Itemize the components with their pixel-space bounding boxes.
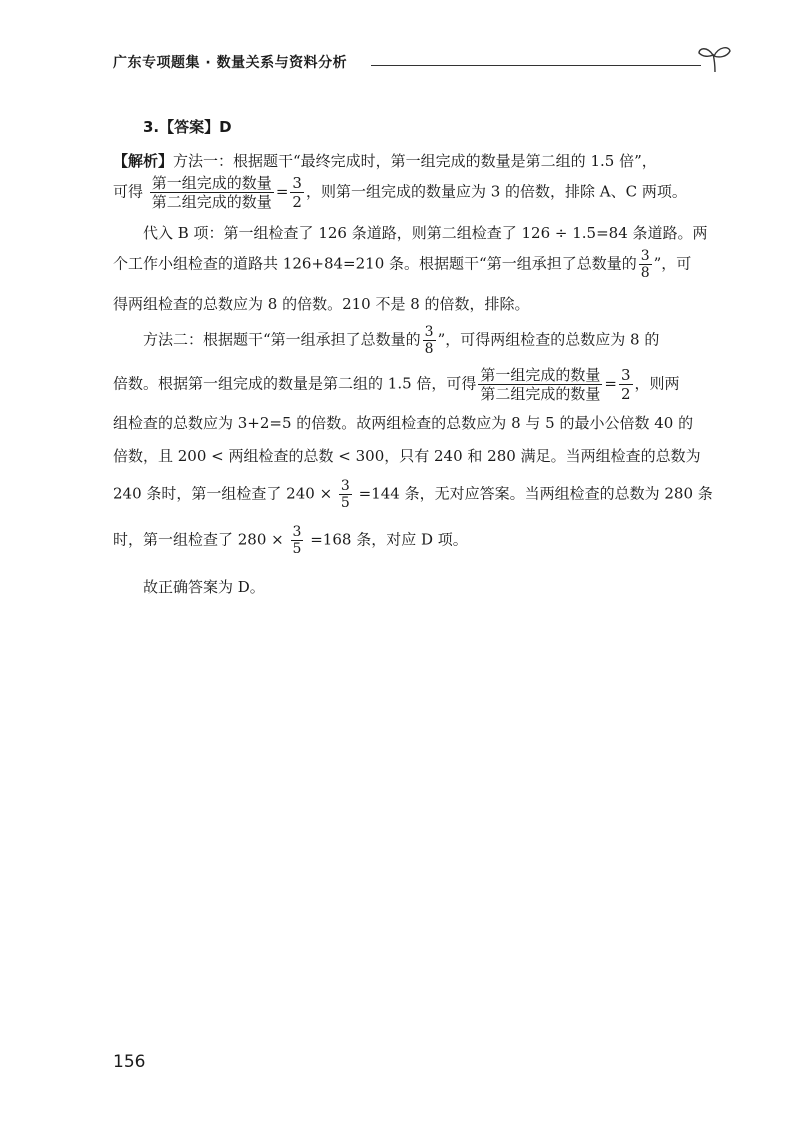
text-segment: 方法二：根据题干“第一组承担了总数量的 (143, 330, 421, 349)
page-number: 156 (113, 1052, 146, 1072)
paragraph-3-line-1 (143, 324, 659, 357)
fraction-numerator: 第一组完成的数量 (480, 366, 601, 384)
fraction-numerator: 3 (340, 478, 350, 494)
text-segment: 倍数。根据第一组完成的数量是第二组的 1.5 倍，可得 (113, 374, 477, 393)
fraction-denominator: 8 (640, 265, 650, 281)
equals-sign: = (604, 374, 617, 393)
fraction-numerator: 3 (292, 174, 302, 192)
text-segment: =168 条，对应 D 项。 (310, 530, 468, 549)
text-segment: 个工作小组检查的道路共 126+84=210 条。根据题干“第一组承担了总数量的 (113, 254, 637, 273)
text-segment: ”，可得两组检查的总数应为 8 的 (437, 330, 660, 349)
text-segment: 可得 (113, 182, 144, 201)
fraction (639, 248, 652, 281)
header-rule (371, 65, 701, 66)
fraction-numerator: 3 (640, 248, 650, 264)
fraction (619, 366, 633, 403)
fraction-denominator: 8 (424, 341, 434, 357)
fraction-numerator: 3 (424, 324, 434, 340)
fraction (290, 174, 304, 211)
paragraph-2-line-3: 得两组检查的总数应为 8 的倍数。210 不是 8 的倍数，排除。 (113, 295, 530, 313)
paragraph-3-line-6 (113, 524, 468, 557)
text-segment: 方法一：根据题干“最终完成时，第一组完成的数量是第二组的 1.5 倍”， (173, 152, 657, 170)
text-segment: ”，可 (653, 254, 692, 273)
text-segment: 240 条时，第一组检查了 240 × (113, 484, 333, 503)
fraction (291, 524, 304, 557)
paragraph-2-line-2 (113, 248, 691, 281)
sprout-icon (695, 42, 735, 74)
fraction-denominator: 5 (340, 495, 350, 511)
fraction-denominator: 2 (292, 193, 302, 211)
analysis-label: 【解析】 (113, 152, 174, 170)
fraction (423, 324, 436, 357)
paragraph-3-line-2 (113, 366, 680, 403)
conclusion-line: 故正确答案为 D。 (143, 578, 265, 596)
text-segment: ，则两 (634, 374, 680, 393)
fraction (478, 366, 602, 403)
fraction-numerator: 3 (292, 524, 302, 540)
book-title: 广东专项题集 · 数量关系与资料分析 (113, 55, 348, 71)
fraction-numerator: 第一组完成的数量 (151, 174, 272, 192)
analysis-line-2 (113, 174, 687, 211)
text-segment: =144 条，无对应答案。当两组检查的总数为 280 条 (358, 484, 713, 503)
fraction-denominator: 2 (621, 385, 631, 403)
text-segment: 时，第一组检查了 280 × (113, 530, 284, 549)
analysis-line-1 (113, 150, 657, 171)
paragraph-3-line-3: 组检查的总数应为 3+2=5 的倍数。故两组检查的总数应为 8 与 5 的最小公倍数 40 的 (113, 414, 694, 432)
fraction-denominator: 第二组完成的数量 (151, 193, 272, 211)
text-segment: ，则第一组完成的数量应为 3 的倍数，排除 A、C 两项。 (305, 182, 687, 201)
paragraph-3-line-4: 倍数，且 200 < 两组检查的总数 < 300，只有 240 和 280 满足。当两组检查的总数为 (113, 447, 701, 465)
fraction (150, 174, 274, 211)
fraction-denominator: 5 (292, 541, 302, 557)
paragraph-3-line-5 (113, 478, 713, 511)
fraction (339, 478, 352, 511)
equals-sign: = (275, 182, 289, 201)
answer-line: 3.【答案】D (143, 118, 232, 136)
page-header (113, 48, 723, 78)
fraction-denominator: 第二组完成的数量 (480, 385, 601, 403)
paragraph-2-line-1: 代入 B 项：第一组检查了 126 条道路，则第二组检查了 126 ÷ 1.5=84 条道路。两 (143, 224, 708, 242)
fraction-numerator: 3 (621, 366, 631, 384)
